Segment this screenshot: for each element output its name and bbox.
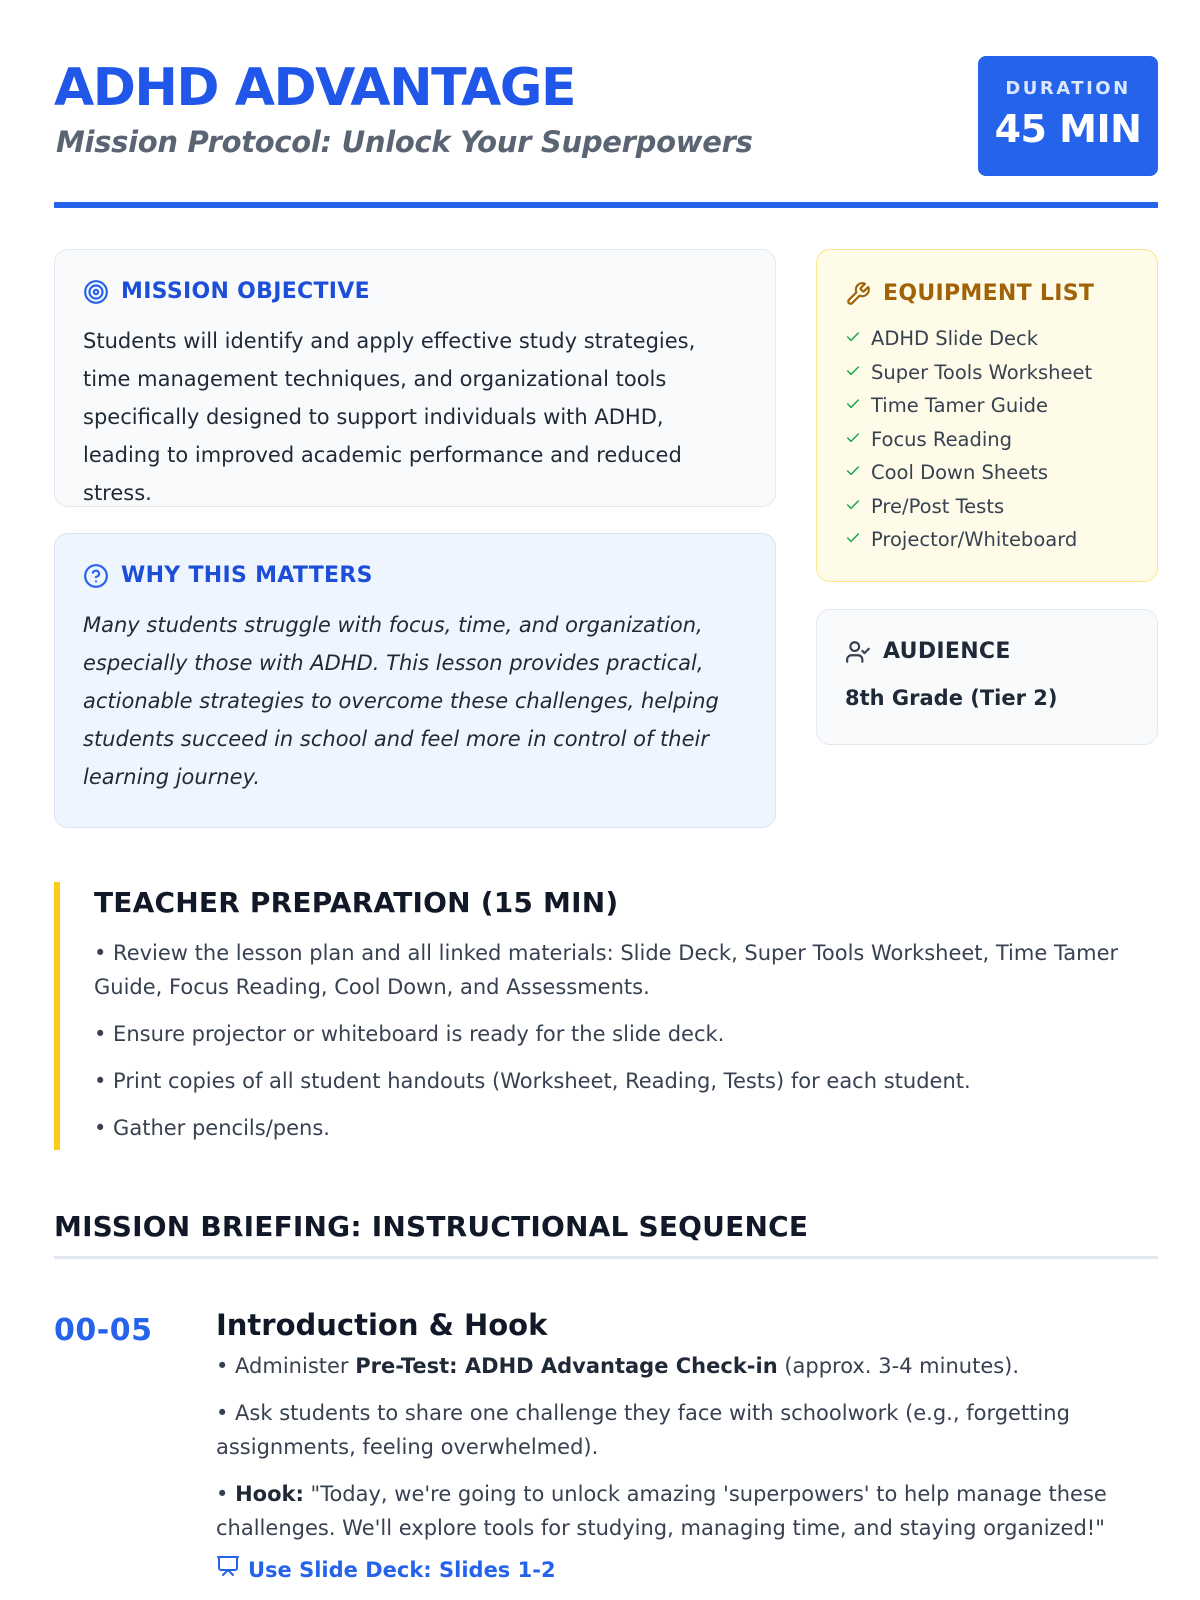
duration-label: DURATION: [1005, 78, 1131, 99]
why-this-matters-card: [54, 533, 776, 828]
audience-card: [816, 609, 1158, 745]
page-title: ADHD ADVANTAGE: [54, 58, 575, 118]
check-icon: [845, 523, 861, 557]
equipment-item-label: Pre/Post Tests: [871, 494, 1005, 518]
why-this-matters-text: Many students struggle with focus, time, and organization, especially those with ADHD. This lesson provides practical, actionable strategies to overcome these challenges, helping students succeed in school and feel more in control of their learning journey.: [83, 613, 719, 789]
mission-objective-heading-text: MISSION OBJECTIVE: [121, 279, 370, 304]
list-item: • Review the lesson plan and all linked materials: Slide Deck, Super Tools Worksheet, Time Tamer Guide, Focus Reading, Cool Down, and Assessments.: [94, 941, 1119, 999]
step-time: 00-05: [54, 1313, 153, 1348]
mission-objective-heading: [83, 278, 747, 306]
mission-objective-text: Students will identify and apply effective study strategies, time management techniques, and organizational tools specifically designed to support individuals with ADHD, leading to improved academic performance and reduced stress.: [83, 329, 696, 505]
text-emphasis: Hook:: [235, 1482, 304, 1506]
equipment-item-label: Cool Down Sheets: [871, 461, 1049, 484]
equipment-items: [845, 322, 1129, 557]
check-icon: [845, 322, 861, 356]
step-body: [216, 1305, 1158, 1586]
check-icon: [845, 490, 861, 524]
text-segment: • Administer: [216, 1354, 356, 1378]
text-segment: •: [216, 1482, 236, 1506]
equipment-item: [845, 322, 1129, 356]
duration-badge: [978, 56, 1158, 176]
equipment-list-heading-text: EQUIPMENT LIST: [883, 281, 1095, 306]
audience-heading-text: AUDIENCE: [883, 639, 1011, 664]
audience-heading: [845, 638, 1129, 666]
teacher-preparation-list: [94, 936, 1158, 1145]
page-header: [54, 56, 1158, 206]
list-item: • Ensure projector or whiteboard is ready for the slide deck.: [94, 1022, 725, 1046]
equipment-item: [845, 423, 1129, 457]
equipment-item-label: ADHD Slide Deck: [871, 327, 1039, 350]
page-subtitle: Mission Protocol: Unlock Your Superpowers: [56, 125, 753, 159]
list-item: [216, 1349, 1158, 1383]
equipment-list-heading: [845, 280, 1129, 308]
help-circle-icon: [83, 563, 109, 589]
header-divider: [54, 202, 1158, 208]
check-icon: [845, 389, 861, 423]
target-icon: [83, 279, 109, 305]
list-item: • Gather pencils/pens.: [94, 1116, 330, 1140]
audience-value: 8th Grade (Tier 2): [845, 686, 1058, 710]
why-this-matters-heading: [83, 562, 747, 590]
equipment-item-label: Time Tamer Guide: [871, 394, 1049, 417]
teacher-preparation-section: [54, 882, 1158, 1150]
text-segment: "Today, we're going to unlock amazing 'superpowers' to help manage these challenges. We'll explore tools for studying, managing time, and staying organized!": [216, 1482, 1107, 1540]
list-item: • Print copies of all student handouts (Worksheet, Reading, Tests) for each student.: [94, 1069, 971, 1093]
check-icon: [845, 456, 861, 490]
check-icon: [845, 356, 861, 390]
equipment-item-label: Focus Reading: [871, 427, 1013, 451]
duration-value: 45 MIN: [994, 107, 1142, 151]
mission-objective-card: [54, 249, 776, 507]
equipment-item: [845, 456, 1129, 490]
equipment-item-label: Super Tools Worksheet: [871, 360, 1093, 384]
wrench-icon: [845, 281, 871, 307]
equipment-list-card: [816, 249, 1158, 582]
teacher-preparation-title: TEACHER PREPARATION (15 MIN): [94, 886, 619, 919]
slide-deck-link-label: Use Slide Deck: Slides 1-2: [248, 1558, 556, 1582]
sequence-step: [54, 1305, 1158, 1595]
list-item: [216, 1477, 1158, 1545]
text-emphasis: Pre-Test: ADHD Advantage Check-in: [355, 1354, 778, 1378]
step-title: Introduction & Hook: [216, 1308, 548, 1342]
equipment-item: [845, 490, 1129, 524]
step-list: [216, 1349, 1158, 1545]
user-check-icon: [845, 639, 871, 665]
instructional-sequence-title: MISSION BRIEFING: INSTRUCTIONAL SEQUENCE: [54, 1210, 809, 1243]
equipment-item: [845, 389, 1129, 423]
list-item: • Ask students to share one challenge they face with schoolwork (e.g., forgetting assignments, feeling overwhelmed).: [216, 1401, 1070, 1459]
presentation-icon: [216, 1554, 240, 1586]
slide-deck-link[interactable]: [216, 1554, 1158, 1586]
equipment-item-label: Projector/Whiteboard: [871, 528, 1078, 551]
equipment-item: [845, 523, 1129, 557]
equipment-item: [845, 356, 1129, 390]
check-icon: [845, 423, 861, 457]
why-this-matters-heading-text: WHY THIS MATTERS: [121, 563, 373, 588]
text-segment: (approx. 3-4 minutes).: [777, 1354, 1020, 1378]
section-divider: [54, 1256, 1158, 1259]
